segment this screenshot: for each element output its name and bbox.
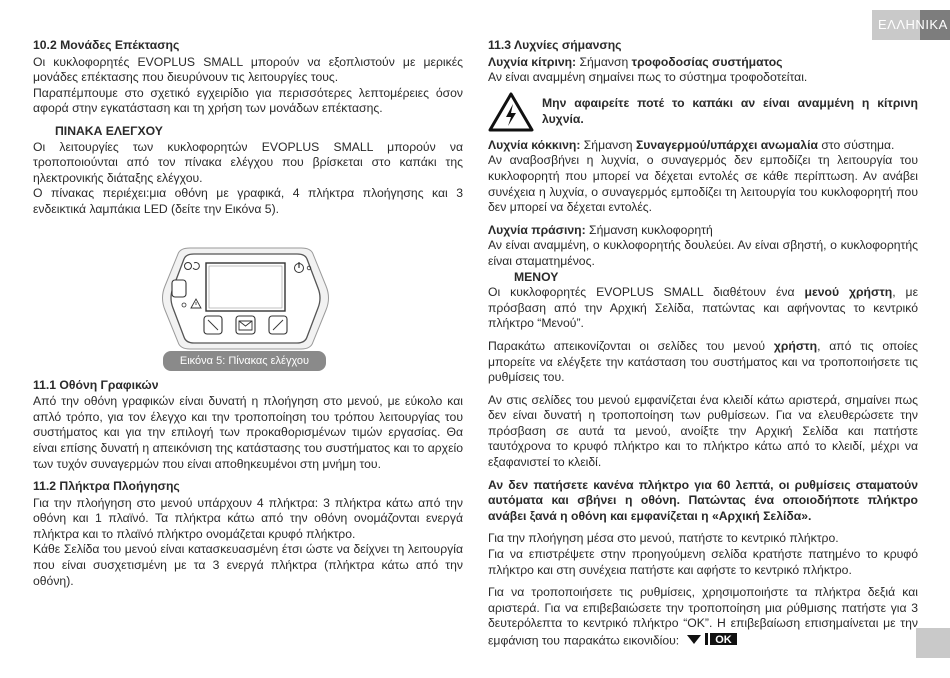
- green-led-label: Λυχνία πράσινη:: [488, 222, 586, 237]
- yellow-led-label: Λυχνία κίτρινη:: [488, 54, 577, 69]
- ok-confirm-icons: [687, 632, 737, 651]
- paragraph: Ο πίνακας περιέχει:μια οθόνη με γραφικά, 4 πλήκτρα πλοήγησης και 3 ενδεικτικά λαμπάκια LED (δείτε την Εικόνα 5).: [33, 186, 463, 216]
- section-10-2-title: 10.2 Μονάδες Επέκτασης: [33, 38, 180, 52]
- paragraph: Αν στις σελίδες του μενού εμφανίζεται ένα κλειδί κάτω αριστερά, σημαίνει πως δεν είναι δυνατή η τροποποίηση των ρυθμίσεων. Για να ελευθερώσετε την πρόσβαση σε αυτά τα μενού, ανοίξτε την Αρχική Σελίδα και πατήστε ταυτόχρονα το κρυφό πλήκτρο και το πλήκτρο κάτω από το κλειδί, μέχρι να εξαφανιστεί το κλειδί.: [488, 392, 918, 470]
- text: Οι κυκλοφορητές EVOPLUS SMALL διαθέτουν ένα: [488, 285, 805, 300]
- page-edge-tab: [916, 628, 950, 658]
- paragraph: Για να επιστρέψετε στην προηγούμενη σελίδα κρατήστε πατημένο το κρυφό πλήκτρο και στη συνέχεια πατήστε και αφήστε το κεντρικό πλήκτρο.: [488, 547, 918, 577]
- paragraph: Αν είναι αναμμένη, ο κυκλοφορητής δουλεύει. Αν είναι σβηστή, ο κυκλοφορητής είναι σταματημένος.: [488, 238, 918, 268]
- menu-paragraph-1: [488, 285, 918, 332]
- panel-title: ΠΙΝΑΚΑ ΕΛΕΓΧΟΥ: [55, 123, 163, 138]
- figure-caption: Εικόνα 5: Πίνακας ελέγχου: [163, 351, 326, 371]
- menu-paragraph-ok: [488, 585, 918, 650]
- user-menu-term: μενού χρήστη: [804, 285, 893, 300]
- text: Σήμανση: [576, 54, 632, 69]
- text: Παρακάτω απεικονίζονται οι σελίδες του μενού: [488, 338, 774, 353]
- paragraph: Από την οθόνη γραφικών είναι δυνατή η πλοήγηση στο μενού, με εύκολο και απλό τρόπο, για τον έλεγχο και την τροποποίηση του τρόπου λειτουργίας του συστήματος και για την επιλογή των προκαθορισμένων τιμών εργασίας. Θα είναι επίσης δυνατή η απεικόνιση της κατάστασης του συστήματος και το αρχείο των τυχόν συναγερμών που είναι αποθηκευμένοι στη μνήμη του.: [33, 394, 463, 471]
- electric-hazard-icon: [488, 92, 534, 132]
- right-column: [488, 38, 918, 651]
- paragraph: Για την πλοήγηση μέσα στο μενού, πατήστε το κεντρικό πλήκτρο.: [488, 531, 839, 546]
- language-tab: [872, 10, 950, 40]
- menu-title: ΜΕΝΟΥ: [514, 269, 559, 284]
- paragraph: Αν αναβοσβήνει η λυχνία, ο συναγερμός δεν εμποδίζει τη λειτουργία του κυκλοφορητή που μπορεί να δέχεται εντολές σε κάθε περίπτωση. Αν ανάβει συνέχεια η λυχνία, ο συναγερμός εμποδίζει τη λειτουργία του κυκλοφορητή που δεν μπορεί να δέχεται εντολές.: [488, 153, 918, 215]
- green-led-line: [488, 223, 918, 239]
- left-column: [33, 38, 463, 589]
- warning-text: Μην αφαιρείτε ποτέ το καπάκι αν είναι αναμμένη η κίτρινη λυχνία.: [542, 96, 918, 126]
- paragraph: Κάθε Σελίδα του μενού είναι κατασκευασμένη έτσι ώστε να δείχνει τη λειτουργία που είναι συσχετισμένη με τα 3 ενεργά πλήκτρα (πλήκτρα κάτω από την οθόνη).: [33, 542, 463, 588]
- paragraph: Οι λειτουργίες των κυκλοφορητών EVOPLUS SMALL μπορούν να τροποποιούνται από τον πίνακα ελέγχου που βρίσκεται στο καπάκι της ηλεκτρονικής διάταξης ελέγχου.: [33, 139, 463, 185]
- paragraph: Οι κυκλοφορητές EVOPLUS SMALL μπορούν να εξοπλιστούν με μερικές μονάδες επέκτασης που διευρύνουν τις λειτουργίες τους.: [33, 54, 463, 85]
- yellow-led-meaning: τροφοδοσίας συστήματος: [631, 54, 783, 69]
- section-11-1-title: 11.1 Οθόνη Γραφικών: [33, 377, 159, 392]
- text: στο σύστημα.: [817, 137, 895, 152]
- figure-control-panel: [33, 236, 463, 386]
- paragraph: Για την πλοήγηση στο μενού υπάρχουν 4 πλήκτρα: 3 πλήκτρα κάτω από την οθόνη και 1 πλαϊνό. Τα πλήκτρα κάτω από την οθόνη ονομάζονται ενεργά πλήκτρα και το πλαϊνό πλήκτρο ονομάζεται κρυφό πλήκτρο.: [33, 495, 463, 541]
- menu-paragraph-2: [488, 339, 918, 386]
- red-led-label: Λυχνία κόκκινη:: [488, 137, 581, 152]
- language-label: ΕΛΛΗΝΙΚΑ: [878, 17, 948, 32]
- text: Σήμανση: [580, 137, 636, 152]
- paragraph: Παραπέμπουμε στο σχετικό εγχειρίδιο για περισσότερες λεπτομέρειες όσον αφορά στην εγκατάσταση και τη χρήση των μονάδων επέκτασης.: [33, 85, 463, 116]
- text: Για να τροποποιήσετε τις ρυθμίσεις, χρησιμοποιήστε τα πλήκτρα δεξιά και αριστερά. Για να επιβεβαιώσετε την τροποποίηση μια ρύθμισης πατήστε για 3 δευτερόλεπτα το κεντρικό πλήκτρο “OK”. Η επιβεβαίωση επισημαίνεται με την εμφάνιση του παρακάτω εικονιδίου:: [488, 585, 918, 648]
- ok-confirmation-icon: [687, 632, 737, 646]
- section-11-3-title: 11.3 Λυχνίες σήμανσης: [488, 38, 622, 52]
- timeout-note: Αν δεν πατήσετε κανένα πλήκτρο για 60 λεπτά, οι ρυθμίσεις σταματούν αυτόματα και σβήνει η οθόνη. Πατώντας ένα οποιοδήποτε πλήκτρο ανάβει ξανά η οθόνη και εμφανίζεται η «Αρχική Σελίδα».: [488, 477, 918, 523]
- red-led-meaning: Συναγερμού/υπάρχει ανωμαλία: [635, 137, 818, 152]
- paragraph: Αν είναι αναμμένη σημαίνει πως το σύστημα τροφοδοτείται.: [488, 70, 808, 85]
- text: , από τις οποίες μπορείτε να ελέγξετε την κατάσταση του συστήματος και να τροποποιήσετε τις ρυθμίσεις του.: [488, 338, 918, 385]
- control-panel-illustration: [158, 246, 333, 361]
- yellow-led-line: [488, 55, 918, 71]
- ok-icon-label: OK: [714, 634, 732, 646]
- warning-block: [488, 92, 918, 132]
- section-11-2-title: 11.2 Πλήκτρα Πλοήγησης: [33, 479, 180, 494]
- text: , με πρόσβαση από την Αρχική Σελίδα, πατώντας και αφήνοντας το κεντρικό πλήκτρο “Μενού”.: [488, 285, 919, 331]
- red-led-line: [488, 138, 918, 154]
- user-term: χρήστη: [773, 338, 818, 353]
- text: Σήμανση κυκλοφορητή: [585, 222, 713, 237]
